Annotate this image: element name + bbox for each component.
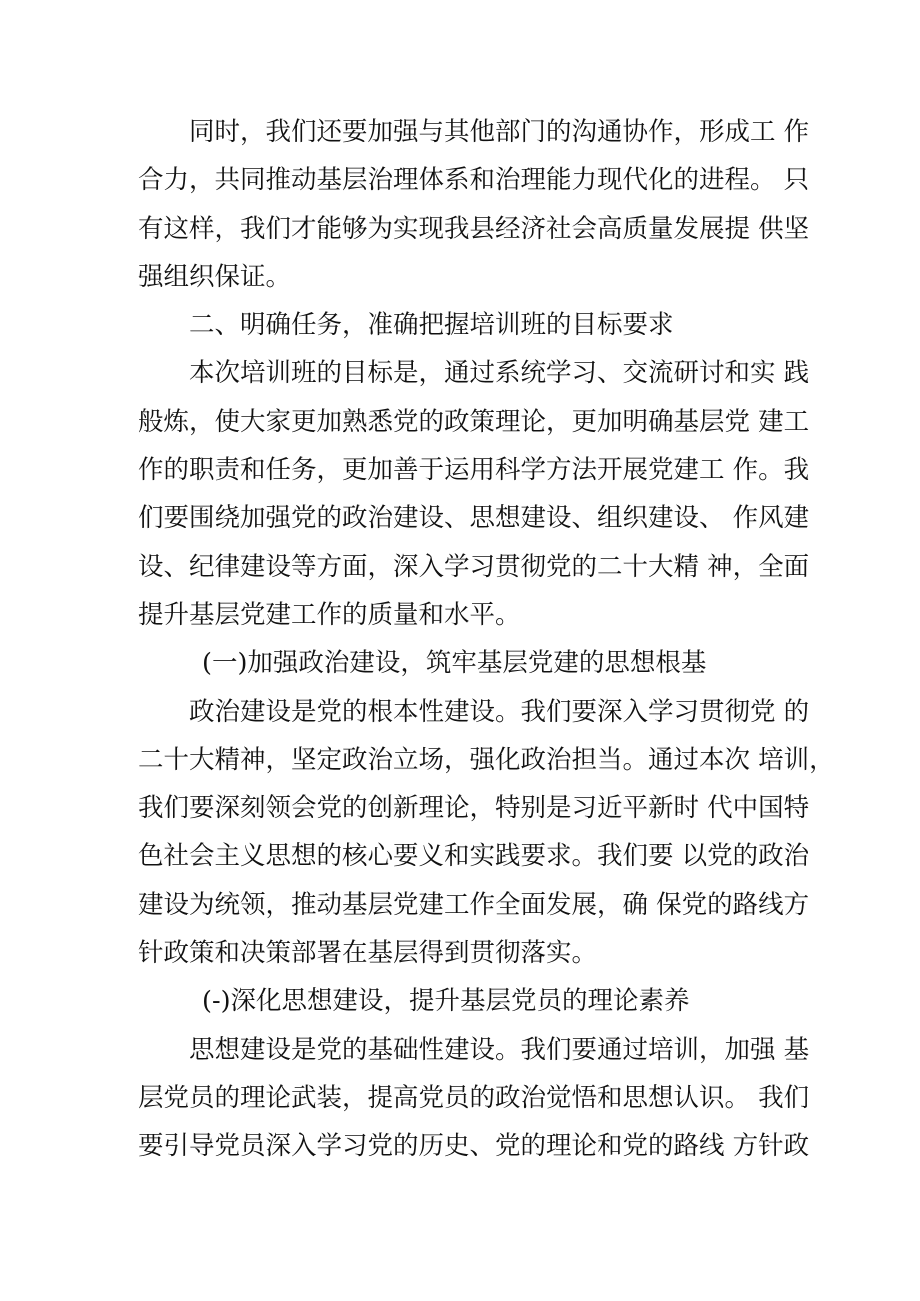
paragraph-line: 有这样，我们才能够为实现我县经济社会高质量发展提 供坚 bbox=[138, 213, 810, 244]
paragraph-line: 合力，共同推动基层治理体系和治理能力现代化的进程。 只 bbox=[138, 165, 810, 196]
paragraph-line: 作的职责和任务，更加善于运用科学方法开展党建工 作。我 bbox=[138, 455, 810, 486]
subsection-heading: (一)加强政治建设，筑牢基层党建的思想根基 bbox=[202, 648, 707, 679]
paragraph-line: 设、纪律建设等方面，深入学习贯彻党的二十大精 神，全面 bbox=[138, 551, 810, 582]
paragraph-line: 我们要深刻领会党的创新理论，特别是习近平新时 代中国特 bbox=[138, 793, 810, 824]
paragraph-line: 建设为统领，推动基层党建工作全面发展，确 保党的路线方 bbox=[138, 889, 810, 920]
paragraph-line: 针政策和决策部署在基层得到贯彻落实。 bbox=[138, 938, 598, 969]
paragraph-line: 般炼，使大家更加熟悉党的政策理论，更加明确基层党 建工 bbox=[138, 406, 810, 437]
paragraph-line: 二十大精神，坚定政治立场，强化政治担当。通过本次 培训， bbox=[138, 744, 835, 775]
paragraph-line: 提升基层党建工作的质量和水平。 bbox=[138, 599, 521, 630]
paragraph-line: 要引导党员深入学习党的历史、党的理论和党的路线 方针政 bbox=[138, 1131, 810, 1162]
paragraph-first-line: 思想建设是党的基础性建设。我们要通过培训，加强 基 bbox=[189, 1034, 810, 1065]
document-body bbox=[0, 108, 920, 1171]
paragraph-first-line: 政治建设是党的根本性建设。我们要深入学习贯彻党 的 bbox=[189, 696, 810, 727]
paragraph-line: 们要围绕加强党的政治建设、思想建设、组织建设、 作风建 bbox=[138, 503, 810, 534]
paragraph-first-line: 本次培训班的目标是，通过系统学习、交流研讨和实 践 bbox=[189, 358, 810, 389]
section-heading: 二、明确任务，准确把握培训班的目标要求 bbox=[189, 310, 674, 341]
paragraph-line: 强组织保证。 bbox=[138, 261, 292, 292]
paragraph-first-line: 同时，我们还要加强与其他部门的沟通协作，形成工 作 bbox=[189, 117, 810, 147]
paragraph-line: 色社会主义思想的核心要义和实践要求。我们要 以党的政治 bbox=[138, 841, 810, 872]
paragraph-line: 层党员的理论武装，提高党员的政治觉悟和思想认识。 我们 bbox=[138, 1082, 810, 1113]
subsection-heading: (-)深化思想建设，提升基层党员的理论素养 bbox=[202, 986, 690, 1017]
